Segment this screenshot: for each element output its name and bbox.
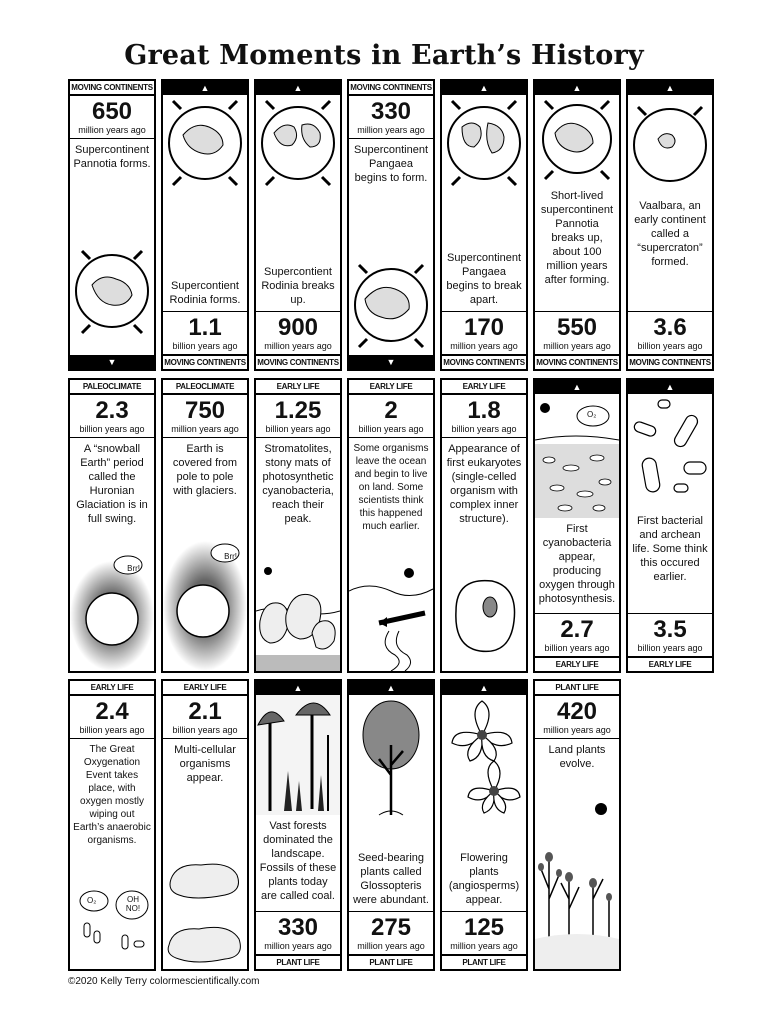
card-description: Land plants evolve. [548, 744, 606, 770]
card-number: 3.6 [653, 314, 687, 341]
card-unit: million years ago [543, 341, 611, 351]
up-arrow-icon: ▲ [572, 381, 582, 392]
card-number: 1.8 [467, 397, 501, 424]
card-number: 2.4 [95, 698, 129, 725]
copyright-notice: ©2020 Kelly Terry colormescientifically.com [68, 976, 260, 987]
card-category-footer: PLANT LIFE [256, 954, 340, 969]
card-category-footer: EARLY LIFE [628, 656, 712, 671]
card-number: 750 [184, 397, 226, 424]
card-2-7-cyanobacteria [533, 378, 621, 673]
card-170-pangaea-breaks-apart [440, 79, 528, 371]
card-description: Multi-cellular organisms appear. [174, 744, 236, 784]
card-unit: billion years ago [451, 424, 517, 434]
card-2-3-snowball-earth [68, 378, 156, 673]
card-top-bar [628, 81, 712, 95]
card-750-glaciers [161, 378, 249, 673]
card-description: Vast forests dominated the landscape. Fossils of these plants today are called coal. [259, 820, 337, 902]
card-2-4-great-oxygenation [68, 679, 156, 971]
card-1-1-rodinia-forms [161, 79, 249, 371]
down-arrow-icon: ▼ [386, 356, 396, 367]
card-description: First bacterial and archean life. Some think this occured earlier. [632, 515, 708, 583]
card-number: 2 [384, 397, 398, 424]
card-description: Supercontinent Pangaea begins to break apart. [446, 252, 522, 306]
card-top-bar [442, 81, 526, 95]
card-unit: million years ago [264, 941, 332, 951]
card-1-25-stromatolites [254, 378, 342, 673]
card-category-header: MOVING CONTINENTS [349, 81, 433, 96]
card-category-footer: MOVING CONTINENTS [256, 354, 340, 369]
card-description: Supercontient Rodinia breaks up. [261, 266, 335, 306]
card-top-bar [349, 681, 433, 695]
card-number: 650 [91, 98, 133, 125]
card-description: Some organisms leave the ocean and begin to live on land. Some scientists think this happened much earlier. [353, 443, 429, 532]
card-number: 330 [277, 914, 319, 941]
card-description: Supercontinent Pannotia forms. [73, 144, 151, 170]
card-3-5-first-life [626, 378, 714, 673]
card-description: Seed-bearing plants called Glossopteris were abundant. [353, 852, 429, 906]
shoreline-illustration [349, 537, 433, 671]
card-top-bar [442, 681, 526, 695]
up-arrow-icon: ▲ [665, 381, 675, 392]
card-number: 550 [556, 314, 598, 341]
card-category-footer: PLANT LIFE [442, 954, 526, 969]
up-arrow-icon: ▲ [479, 682, 489, 693]
card-420-land-plants [533, 679, 621, 971]
up-arrow-icon: ▲ [665, 82, 675, 93]
snowball-earth-illustration [70, 530, 154, 671]
card-unit: million years ago [543, 725, 611, 735]
speech-bubble-text: O₂ [87, 896, 97, 905]
card-number: 275 [370, 914, 412, 941]
card-bottom-bar [349, 355, 433, 369]
card-650-pannotia-forms [68, 79, 156, 371]
card-unit: billion years ago [637, 643, 703, 653]
card-bottom-bar [70, 355, 154, 369]
page-title: Great Moments in Earth’s History [124, 40, 644, 71]
earth-globe-illustration [442, 95, 526, 191]
card-description: The Great Oxygenation Event takes place, with oxygen mostly wiping out Earth’s anaerobic organisms. [73, 744, 151, 846]
card-description: Earth is covered from pole to pole with glaciers. [172, 443, 238, 497]
stromatolites-illustration [256, 530, 340, 671]
card-category-header: PLANT LIFE [535, 681, 619, 696]
card-top-bar [163, 81, 247, 95]
card-unit: billion years ago [265, 424, 331, 434]
card-category-footer: MOVING CONTINENTS [535, 354, 619, 369]
card-category-footer: EARLY LIFE [535, 656, 619, 671]
speech-bubble-text: Brr! [224, 552, 237, 561]
card-category-header: MOVING CONTINENTS [70, 81, 154, 96]
card-330-pangaea-forms [347, 79, 435, 371]
up-arrow-icon: ▲ [386, 682, 396, 693]
card-category-header: EARLY LIFE [256, 380, 340, 395]
up-arrow-icon: ▲ [479, 82, 489, 93]
card-top-bar [256, 81, 340, 95]
card-unit: billion years ago [637, 341, 703, 351]
card-number: 2.1 [188, 698, 222, 725]
card-unit: million years ago [450, 341, 518, 351]
card-category-footer: PLANT LIFE [349, 954, 433, 969]
card-description: Flowering plants (angiosperms) appear. [448, 852, 520, 906]
card-category-header: EARLY LIFE [442, 380, 526, 395]
card-unit: million years ago [78, 125, 146, 135]
card-unit: billion years ago [544, 643, 610, 653]
bacteria-illustration [628, 394, 712, 510]
card-number: 2.3 [95, 397, 129, 424]
card-category-header: PALEOCLIMATE [70, 380, 154, 395]
up-arrow-icon: ▲ [200, 82, 210, 93]
earth-globe-illustration [70, 175, 154, 355]
card-number: 170 [463, 314, 505, 341]
earth-globe-illustration [349, 189, 433, 355]
card-125-flowering-plants [440, 679, 528, 971]
card-330-vast-forests [254, 679, 342, 971]
card-unit: million years ago [357, 941, 425, 951]
speech-bubble-text: O₂ [587, 410, 597, 419]
card-description: First cyanobacteria appear, producing oxygen through photosynthesis. [538, 523, 616, 605]
cyanobacteria-illustration [535, 394, 619, 518]
card-description: A “snowball Earth” period called the Huronian Glaciation is in full swing. [76, 443, 148, 525]
card-category-footer: MOVING CONTINENTS [628, 354, 712, 369]
card-1-8-eukaryotes [440, 378, 528, 673]
card-unit: billion years ago [172, 725, 238, 735]
card-description: Stromatolites, stony mats of photosynthetic cyanobacteria, reach their peak. [262, 443, 334, 525]
card-number: 3.5 [653, 616, 687, 643]
card-top-bar [256, 681, 340, 695]
earth-globe-illustration [535, 95, 619, 185]
multicellular-organism-illustration [163, 789, 247, 969]
card-2-life-on-land [347, 378, 435, 673]
speech-bubble-text: Brr! [127, 564, 140, 573]
earth-globe-illustration [163, 95, 247, 191]
snowball-earth-illustration [163, 502, 247, 671]
card-category-header: PALEOCLIMATE [163, 380, 247, 395]
eukaryote-cell-illustration [442, 530, 526, 671]
up-arrow-icon: ▲ [572, 82, 582, 93]
speech-bubble-text: OH NO! [125, 895, 141, 913]
card-unit: million years ago [171, 424, 239, 434]
card-description: Supercontient Rodinia forms. [169, 280, 241, 306]
card-unit: million years ago [264, 341, 332, 351]
card-unit: million years ago [357, 125, 425, 135]
card-description: Appearance of first eukaryotes (single-celled organism with complex inner structure). [446, 443, 522, 525]
card-3-6-vaalbara [626, 79, 714, 371]
card-unit: billion years ago [79, 424, 145, 434]
card-category-footer: MOVING CONTINENTS [163, 354, 247, 369]
earth-globe-illustration [628, 95, 712, 195]
card-275-glossopteris [347, 679, 435, 971]
card-550-pannotia-breaks-up [533, 79, 621, 371]
card-number: 125 [463, 914, 505, 941]
card-top-bar [628, 380, 712, 394]
earth-globe-illustration [256, 95, 340, 191]
card-category-header: EARLY LIFE [70, 681, 154, 696]
card-number: 1.1 [188, 314, 222, 341]
card-description: Short-lived supercontinent Pannotia breaks up, about 100 million years after forming. [540, 190, 614, 286]
card-unit: billion years ago [172, 341, 238, 351]
card-category-footer: MOVING CONTINENTS [442, 354, 526, 369]
card-number: 2.7 [560, 616, 594, 643]
forest-illustration [256, 695, 340, 815]
card-top-bar [535, 380, 619, 394]
down-arrow-icon: ▼ [107, 356, 117, 367]
card-number: 1.25 [274, 397, 322, 424]
card-description: Supercontinent Pangaea begins to form. [354, 144, 428, 184]
up-arrow-icon: ▲ [293, 682, 303, 693]
card-top-bar [535, 81, 619, 95]
card-number: 420 [556, 698, 598, 725]
card-900-rodinia-breaks-up [254, 79, 342, 371]
card-unit: billion years ago [358, 424, 424, 434]
card-number: 900 [277, 314, 319, 341]
card-category-header: EARLY LIFE [163, 681, 247, 696]
flowers-illustration [442, 695, 526, 825]
glossopteris-tree-illustration [349, 695, 433, 823]
early-land-plants-illustration [535, 775, 619, 969]
card-2-1-multicellular [161, 679, 249, 971]
card-number: 330 [370, 98, 412, 125]
oxygenation-illustration [70, 851, 154, 969]
card-unit: billion years ago [79, 725, 145, 735]
card-unit: million years ago [450, 941, 518, 951]
card-category-header: EARLY LIFE [349, 380, 433, 395]
card-description: Vaalbara, an early continent called a “supercraton” formed. [634, 200, 706, 268]
up-arrow-icon: ▲ [293, 82, 303, 93]
